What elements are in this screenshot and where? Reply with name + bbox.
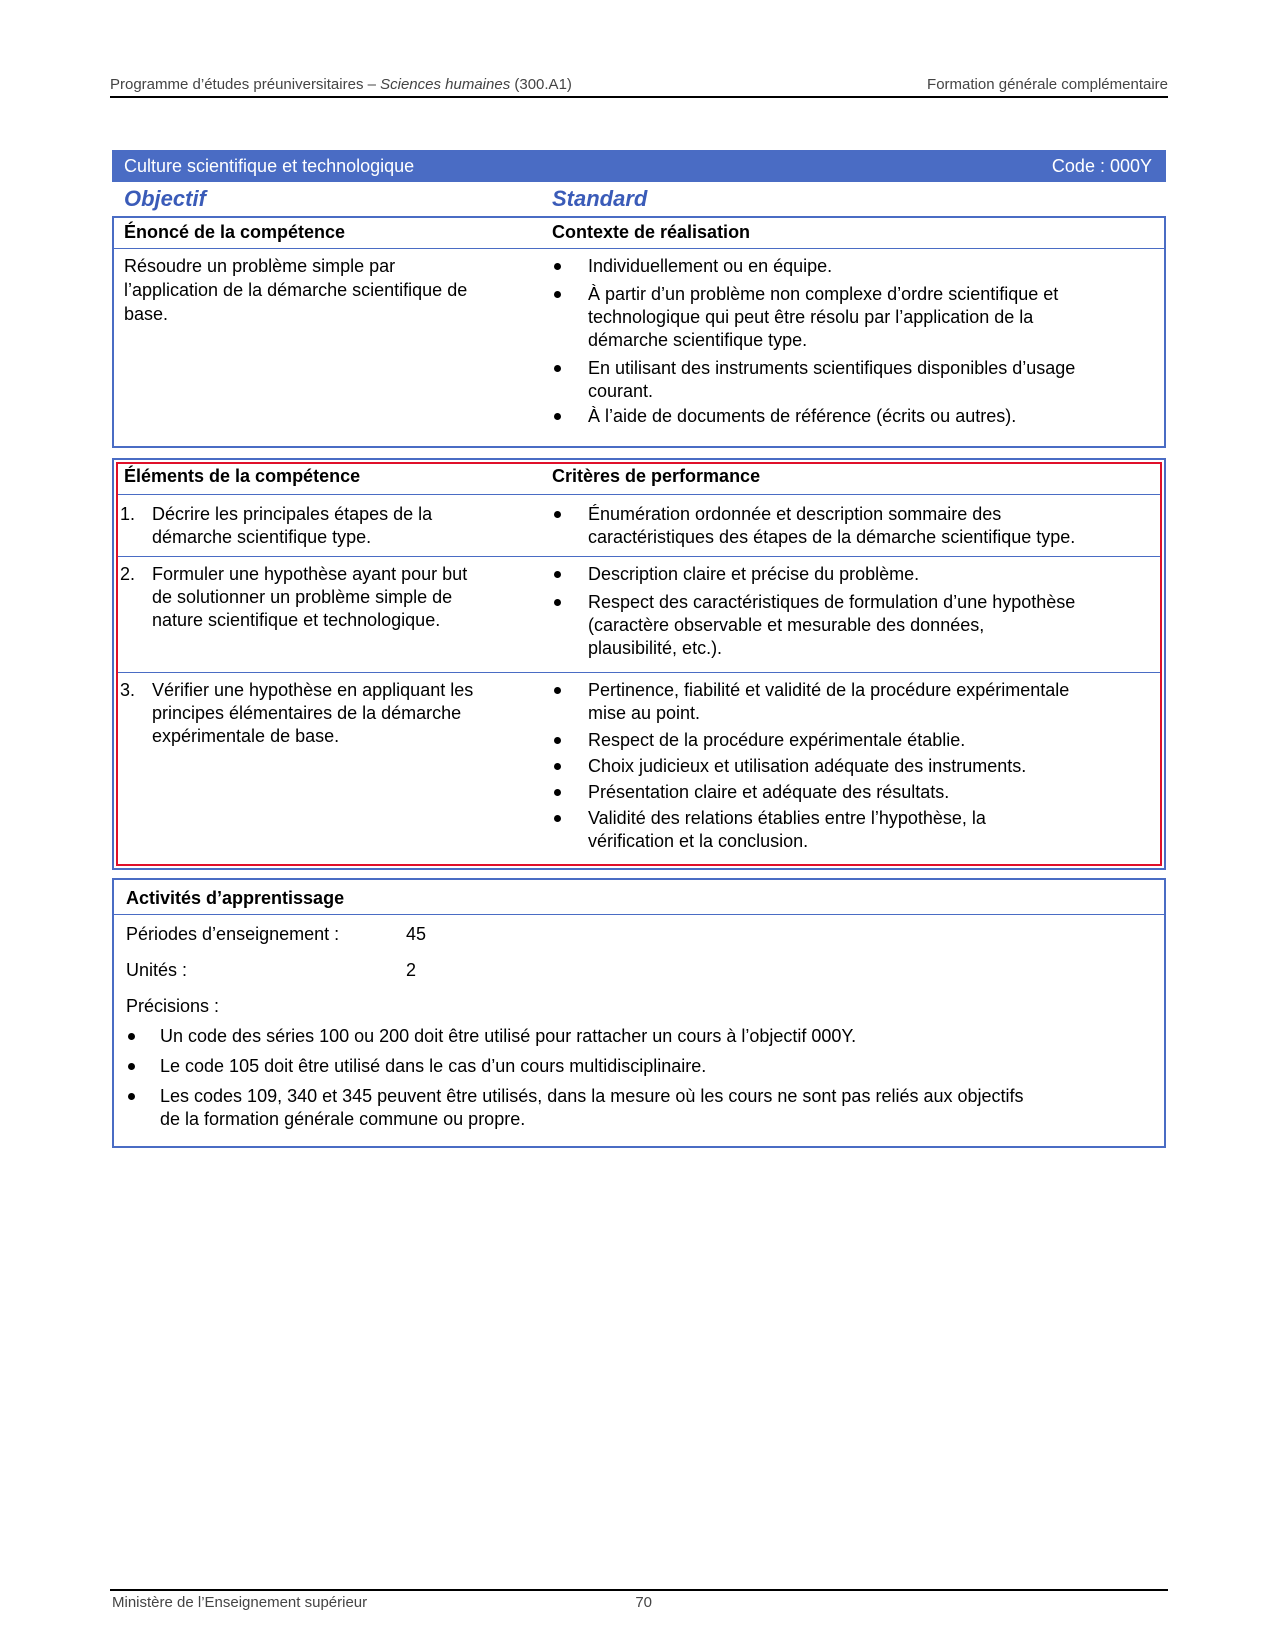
program-title: Programme d’études préuniversitaires – Sciences humaines (300.A1) <box>110 76 572 93</box>
context-line: À partir d’un problème non complexe d’ordre scientifique et <box>588 284 1059 304</box>
header-divider <box>114 248 1164 249</box>
header-rule <box>110 96 1168 98</box>
elements-heading: Éléments de la compétence <box>124 466 361 486</box>
criterion-line: Respect de la procédure expérimentale établie. <box>588 730 966 750</box>
competence-statement <box>124 254 524 326</box>
criterion-line: Respect des caractéristiques de formulation d’une hypothèse <box>588 592 1076 612</box>
bullet-icon <box>128 1093 135 1100</box>
criterion-line: plausibilité, etc.). <box>588 638 723 658</box>
element-line: nature scientifique et technologique. <box>152 610 441 630</box>
element-line: Décrire les principales étapes de la <box>152 504 433 524</box>
context-line: technologique qui peut être résolu par l’application de la <box>588 307 1034 327</box>
objective-code: Code : 000Y <box>1051 156 1152 176</box>
objective-title: Culture scientifique et technologique <box>124 156 415 176</box>
bullet-icon <box>128 1063 135 1070</box>
context-line: courant. <box>588 381 654 401</box>
statement-heading: Énoncé de la compétence <box>124 222 346 242</box>
criterion-line: vérification et la conclusion. <box>588 831 809 851</box>
element-line: principes élémentaires de la démarche <box>152 703 462 723</box>
bullet-icon <box>554 365 561 372</box>
note-line: Les codes 109, 340 et 345 peuvent être utilisés, dans la mesure où les cours ne sont pas reliés aux objectifs <box>160 1086 1024 1106</box>
element-line: expérimentale de base. <box>152 726 340 746</box>
element-line: de solutionner un problème simple de <box>152 587 453 607</box>
units-label: Unités : <box>126 960 188 980</box>
bullet-icon <box>554 291 561 298</box>
statement-line: Résoudre un problème simple par <box>124 256 396 276</box>
objective-band <box>112 150 1166 182</box>
context-line: En utilisant des instruments scientifiques disponibles d’usage <box>588 358 1076 378</box>
element-line: Vérifier une hypothèse en appliquant les <box>152 680 474 700</box>
context-line: Individuellement ou en équipe. <box>588 256 833 276</box>
objective-heading: Objectif <box>124 186 206 211</box>
note-line: Un code des séries 100 ou 200 doit être utilisé pour rattacher un cours à l’objectif 000Y. <box>160 1026 857 1046</box>
bullet-icon <box>554 263 561 270</box>
note-line: Le code 105 doit être utilisé dans le cas d’un cours multidisciplinaire. <box>160 1056 707 1076</box>
element-number: 1. <box>120 504 136 524</box>
header-divider <box>114 914 1164 915</box>
training-type: Formation générale complémentaire <box>927 76 1168 93</box>
element-line: Formuler une hypothèse ayant pour but <box>152 564 468 584</box>
footer-rule <box>110 1589 1168 1591</box>
context-list <box>552 254 1162 444</box>
learning-activities-table <box>112 878 1166 1148</box>
bullet-icon <box>128 1033 135 1040</box>
bullet-icon <box>554 413 561 420</box>
context-heading: Contexte de réalisation <box>552 222 751 242</box>
element-number: 2. <box>120 564 136 584</box>
activities-heading: Activités d’apprentissage <box>126 888 345 908</box>
context-line: démarche scientifique type. <box>588 330 808 350</box>
page-footer <box>112 1594 652 1614</box>
periods-value: 45 <box>406 924 427 944</box>
ministry-name: Ministère de l’Enseignement supérieur <box>112 1594 368 1611</box>
context-line: À l’aide de documents de référence (écrits ou autres). <box>588 406 1017 426</box>
highlight-frame <box>116 462 1162 866</box>
criterion-line: Présentation claire et adéquate des résultats. <box>588 782 950 802</box>
periods-label: Périodes d’enseignement : <box>126 924 340 944</box>
note-line: de la formation générale commune ou propre. <box>160 1109 526 1129</box>
precisions-list <box>114 1024 1164 1144</box>
statement-line: base. <box>124 304 169 324</box>
criterion-line: Choix judicieux et utilisation adéquate des instruments. <box>588 756 1027 776</box>
precisions-label: Précisions : <box>126 996 220 1016</box>
criterion-line: caractéristiques des étapes de la démarche scientifique type. <box>588 527 1076 547</box>
units-value: 2 <box>406 960 417 980</box>
page-header <box>110 76 1168 96</box>
statement-line: l’application de la démarche scientifique de <box>124 280 468 300</box>
competence-table <box>112 216 1166 448</box>
criterion-line: mise au point. <box>588 703 701 723</box>
criterion-line: Énumération ordonnée et description sommaire des <box>588 504 1002 524</box>
standard-heading: Standard <box>552 186 648 211</box>
element-number: 3. <box>120 680 136 700</box>
criterion-line: (caractère observable et mesurable des données, <box>588 615 985 635</box>
criteria-heading: Critères de performance <box>552 466 761 486</box>
criterion-line: Description claire et précise du problème. <box>588 564 920 584</box>
element-line: démarche scientifique type. <box>152 527 372 547</box>
page-number: 70 <box>635 1594 652 1611</box>
criterion-line: Validité des relations établies entre l’hypothèse, la <box>588 808 986 828</box>
criterion-line: Pertinence, fiabilité et validité de la procédure expérimentale <box>588 680 1070 700</box>
